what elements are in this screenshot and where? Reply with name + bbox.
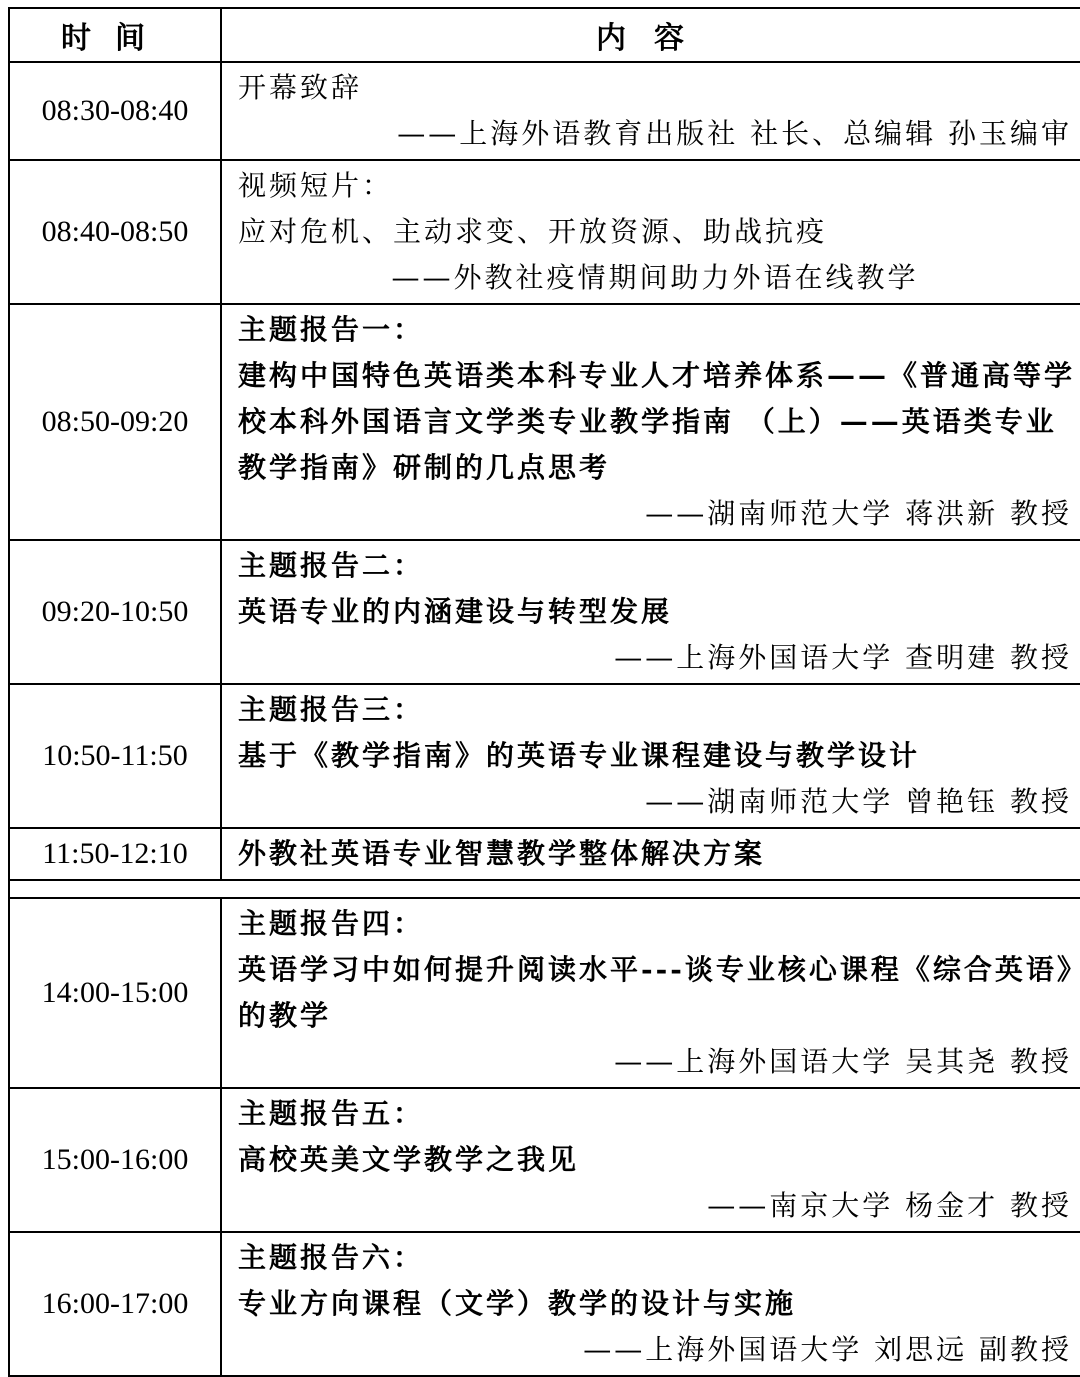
speaker: ——南京大学 杨金才 教授 — [707, 1189, 1072, 1222]
speaker: ——上海外语教育出版社 社长、总编辑 孙玉编审 — [397, 117, 1072, 150]
content-cell — [221, 684, 1080, 828]
session-label: 主题报告三： — [238, 693, 425, 726]
session-label: 主题报告六： — [238, 1241, 425, 1274]
speaker: ——外教社疫情期间助力外语在线教学 — [391, 261, 919, 294]
session-title: 建构中国特色英语类本科专业人才培养体系——《普通高等学校本科外国语言文学类专业教学指南 （上）——英语类专业教学指南》研制的几点思考 — [238, 359, 1076, 484]
session-label: 主题报告四： — [238, 907, 425, 940]
time-cell: 15:00-16:00 — [9, 1088, 221, 1232]
speaker: ——上海外国语大学 吴其尧 教授 — [614, 1045, 1072, 1078]
session-label: 开幕致辞 — [238, 71, 363, 104]
speaker: ——上海外国语大学 查明建 教授 — [614, 641, 1072, 674]
time-cell: 16:00-17:00 — [9, 1232, 221, 1376]
session-title: 基于《教学指南》的英语专业课程建设与教学设计 — [238, 739, 921, 772]
speaker: ——湖南师范大学 蒋洪新 教授 — [645, 497, 1072, 530]
content-cell — [221, 540, 1080, 684]
schedule-table — [8, 7, 1080, 1377]
time-cell: 09:20-10:50 — [9, 540, 221, 684]
session-label: 外教社英语专业智慧教学整体解决方案 — [238, 837, 766, 870]
session-title: 高校英美文学教学之我见 — [238, 1143, 580, 1176]
speaker: ——上海外国语大学 刘思远 副教授 — [583, 1333, 1072, 1366]
header-time: 时间 — [9, 8, 221, 62]
session-label: 主题报告二： — [238, 549, 425, 582]
schedule-row — [9, 898, 1080, 1088]
schedule-row — [9, 304, 1080, 540]
content-cell — [221, 62, 1080, 160]
schedule-row — [9, 160, 1080, 304]
content-cell — [221, 1232, 1080, 1376]
schedule-row — [9, 1232, 1080, 1376]
time-cell: 14:00-15:00 — [9, 898, 221, 1088]
content-cell — [221, 828, 1080, 880]
content-cell — [221, 1088, 1080, 1232]
schedule-row — [9, 540, 1080, 684]
content-cell — [221, 304, 1080, 540]
session-title: 应对危机、主动求变、开放资源、助战抗疫 — [238, 215, 828, 248]
schedule-row — [9, 1088, 1080, 1232]
header-content: 内容 — [221, 8, 1080, 62]
time-cell: 10:50-11:50 — [9, 684, 221, 828]
session-title: 专业方向课程（文学）教学的设计与实施 — [238, 1287, 797, 1320]
break-row — [9, 880, 1080, 898]
time-cell: 08:50-09:20 — [9, 304, 221, 540]
time-cell: 08:40-08:50 — [9, 160, 221, 304]
session-label: 主题报告五： — [238, 1097, 425, 1130]
time-cell: 08:30-08:40 — [9, 62, 221, 160]
session-label: 主题报告一： — [238, 313, 425, 346]
session-title: 英语学习中如何提升阅读水平---谈专业核心课程《综合英语》的教学 — [238, 953, 1074, 1032]
time-cell: 11:50-12:10 — [9, 828, 221, 880]
content-cell — [221, 898, 1080, 1088]
speaker: ——湖南师范大学 曾艳钰 教授 — [645, 785, 1072, 818]
schedule-row — [9, 62, 1080, 160]
header-row — [9, 8, 1080, 62]
schedule-row — [9, 684, 1080, 828]
break-cell — [9, 880, 1080, 898]
session-title: 英语专业的内涵建设与转型发展 — [238, 595, 673, 628]
session-label: 视频短片： — [238, 169, 394, 202]
content-cell — [221, 160, 1080, 304]
schedule-row — [9, 828, 1080, 880]
